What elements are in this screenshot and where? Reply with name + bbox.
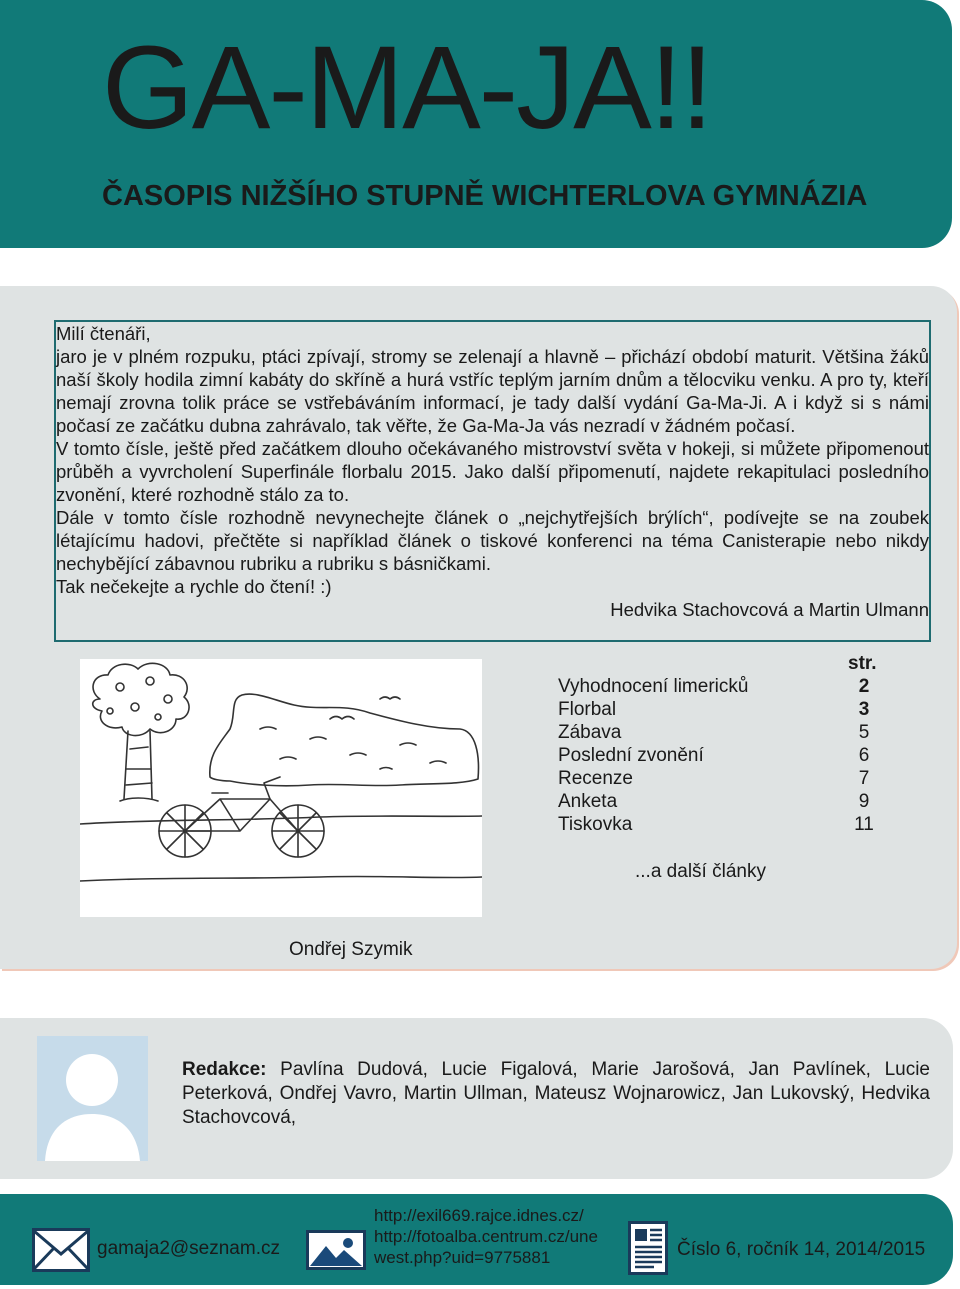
drawing-author: Ondřej Szymik <box>289 939 413 960</box>
person-icon <box>37 1036 148 1161</box>
editorial-team-names: Pavlína Dudová, Lucie Figalová, Marie Jarošová, Jan Pavlínek, Lucie Peterková, Ondřej Vavro, Martin Ullman, Mateusz Wojnarowicz, Jan Lukovský, Hedvika Stachovcová, <box>182 1059 930 1128</box>
toc-item-page: 9 <box>858 791 870 812</box>
editorial-paragraph: jaro je v plném rozpuku, ptáci zpívají, stromy se zelenají a hlavně – přichází období maturit. Většina žáků naší školy hodila zimní kabáty do skříně a hurá vstříc teplým jarním dnům a tělocviku venku. A pro ty, kteří nemají zrovna tolik práce se vstřebáváním informací, je tady další vydání Ga-Ma-Ji. A i když si s námi počasí ze začátku dubna zahrávalo, tak věřte, že Ga-Ma-Ja vás nezradí v žádném počasí. <box>56 346 929 436</box>
tree-trunk <box>124 731 152 799</box>
magazine-subtitle: ČASOPIS NIŽŠÍHO STUPNĚ WICHTERLOVA GYMNÁZIA <box>102 180 868 212</box>
toc-item[interactable] <box>558 813 888 836</box>
photo-album-links <box>374 1205 598 1268</box>
greeting: Milí čtenáři, <box>56 323 151 344</box>
toc-item-page: 2 <box>858 676 870 697</box>
toc-item-page: 11 <box>854 814 874 835</box>
avatar <box>37 1036 148 1161</box>
magazine-title: GA-MA-JA!! <box>102 22 712 154</box>
photo-link[interactable]: http://exil669.rajce.idnes.cz/ <box>374 1206 584 1225</box>
toc-item[interactable] <box>558 698 888 721</box>
toc-item-label: Tiskovka <box>558 814 633 835</box>
editorial-team-label: Redakce: <box>182 1059 267 1080</box>
newspaper-icon <box>628 1221 668 1275</box>
contact-email[interactable]: gamaja2@seznam.cz <box>97 1238 280 1259</box>
toc-item-label: Poslední zvonění <box>558 745 704 766</box>
toc-item-label: Anketa <box>558 791 618 812</box>
road-line <box>80 816 482 824</box>
toc-item-page: 3 <box>858 699 870 720</box>
mail-icon <box>32 1228 90 1272</box>
cloud-shape <box>210 694 479 786</box>
toc-page-header: str. <box>848 653 877 674</box>
bicycle-landscape-drawing <box>80 659 482 917</box>
cover-drawing <box>80 659 482 917</box>
editorial-paragraph: Dále v tomto čísle rozhodně nevynechejte článek o „nejchytřejších brýlích“, podívejte se na zoubek létajícímu hadovi, přečtěte si například článek o tiskové konferenci na téma Canisterapie nebo nikdy nechybějící zábavnou rubriku a rubriku s básničkami. <box>56 507 929 574</box>
tree-crown <box>93 663 189 735</box>
toc-item-label: Vyhodnocení limericků <box>558 676 749 697</box>
editorial-team <box>182 1058 930 1130</box>
toc-item[interactable] <box>558 744 888 767</box>
photo-link[interactable]: west.php?uid=9775881 <box>374 1248 551 1267</box>
photo-link[interactable]: http://fotoalba.centrum.cz/une <box>374 1227 598 1246</box>
toc-item[interactable] <box>558 767 888 790</box>
more-articles: ...a další články <box>635 861 766 882</box>
toc-item[interactable] <box>558 790 888 813</box>
toc-item-page: 7 <box>858 768 870 789</box>
editorial-closing: Tak nečekejte a rychle do čtení! :) <box>56 576 332 597</box>
toc-item[interactable] <box>558 721 888 744</box>
toc-item[interactable] <box>558 675 888 698</box>
toc-item-label: Zábava <box>558 722 622 743</box>
editorial-box <box>54 320 931 642</box>
toc-item-label: Florbal <box>558 699 617 720</box>
issue-info: Číslo 6, ročník 14, 2014/2015 <box>677 1239 926 1260</box>
editorial-signature: Hedvika Stachovcová a Martin Ulmann <box>610 599 929 620</box>
toc-item-page: 6 <box>858 745 870 766</box>
photo-icon <box>306 1230 366 1270</box>
editorial-paragraph: V tomto čísle, ještě před začátkem dlouho očekávaného mistrovství světa v hokeji, si můžete připomenout průběh a vyvrcholení Superfinále florbalu 2015. Jako další připomenutí, najdete rekapitulaci posledního zvonění, které rozhodně stálo za to. <box>56 438 929 505</box>
toc-item-page: 5 <box>858 722 870 743</box>
toc-item-label: Recenze <box>558 768 633 789</box>
road-line <box>80 876 482 881</box>
